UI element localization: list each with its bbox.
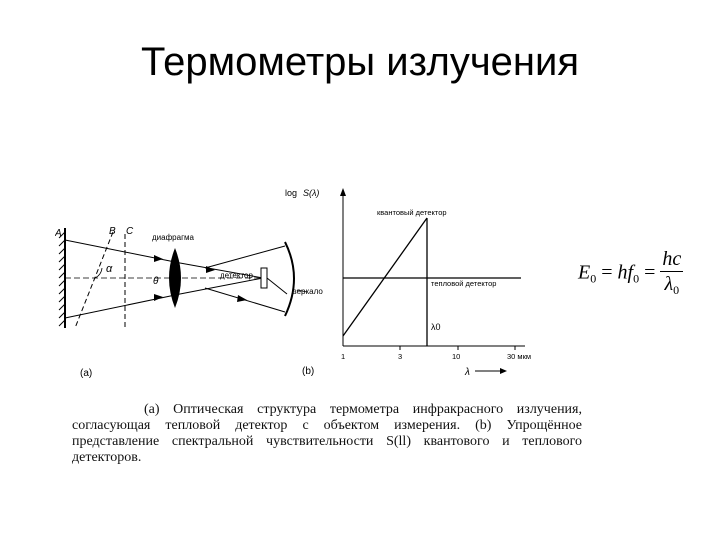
formula-lhs-sub: 0 <box>590 271 597 286</box>
quantum-curve-rise <box>343 218 427 336</box>
formula-denominator: λ <box>664 272 674 295</box>
tick-label-1: 1 <box>341 352 346 361</box>
mirror <box>285 242 294 316</box>
panel-label-b: (b) <box>302 366 315 377</box>
converge-lower <box>180 278 263 294</box>
label-aperture: диафрагма <box>152 233 194 242</box>
slide-title: Термометры излучения <box>140 40 580 84</box>
thermal-label: тепловой детектор <box>431 279 497 288</box>
detector-element <box>261 268 267 288</box>
energy-formula <box>578 248 683 298</box>
formula-fraction <box>660 248 683 298</box>
label-detector: детектор <box>220 271 253 280</box>
optical-diagram <box>55 226 323 378</box>
x-axis-label-arrowhead <box>500 368 507 374</box>
diverge-upper <box>205 246 285 268</box>
y-axis-label-prefix: log <box>285 188 298 198</box>
figure-caption <box>72 402 582 466</box>
formula-lhs: E <box>578 261 591 284</box>
label-a: A <box>55 228 62 239</box>
caption-text: (a) Оптическая структура термометра инфракрасного излучения, согласующая тепловой детектор с объектом измерения. (b) Упрощённое представление спектральной чувствительности S(ll) квантового и теплового детекторов. <box>72 402 582 465</box>
formula-mid-sub: 0 <box>633 271 640 286</box>
figure <box>55 178 535 378</box>
ray-arrow-lower <box>154 294 163 301</box>
formula-eq1: = <box>596 261 618 284</box>
panel-label-a: (a) <box>80 368 93 378</box>
formula-mid: hf <box>617 261 634 284</box>
lambda0-label: λ0 <box>431 322 441 332</box>
formula-denominator-wrap <box>660 272 683 298</box>
plane-b <box>75 232 113 328</box>
label-alpha: α <box>106 263 113 275</box>
label-b: B <box>109 226 116 237</box>
y-axis-arrow <box>340 188 346 196</box>
label-c: C <box>126 226 134 237</box>
div-arrow-lower <box>237 295 247 302</box>
y-axis-label-func: S(λ) <box>303 188 320 198</box>
tick-label-30: 30 мкм <box>507 352 532 361</box>
spectral-graph <box>285 188 531 378</box>
label-theta: θ <box>153 276 159 287</box>
label-mirror: зеркало <box>293 287 323 296</box>
quantum-label: квантовый детектор <box>377 208 447 217</box>
detector-lead <box>267 278 287 294</box>
formula-numerator: hc <box>662 248 682 270</box>
ray-arrow-upper <box>154 255 163 262</box>
formula-den-sub: 0 <box>673 283 680 297</box>
ray-lower <box>65 294 180 318</box>
x-axis-label: λ <box>465 367 470 378</box>
tick-label-10: 10 <box>452 352 461 361</box>
tick-label-3: 3 <box>398 352 403 361</box>
formula-eq2: = <box>639 261 661 284</box>
ray-upper <box>65 240 180 263</box>
